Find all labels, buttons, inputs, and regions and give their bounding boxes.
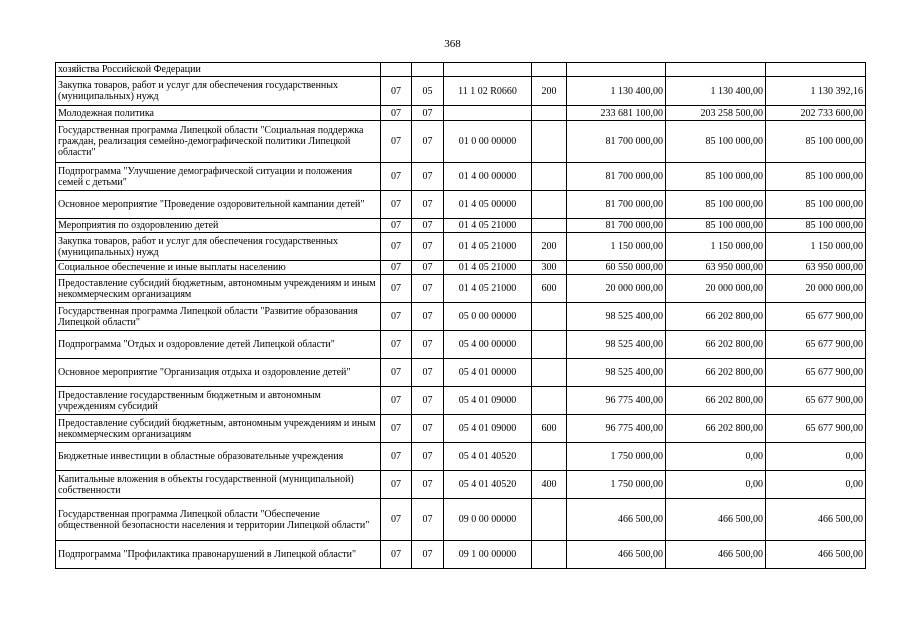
- row-amount-year2: 466 500,00: [666, 499, 766, 541]
- row-amount-year2: 0,00: [666, 471, 766, 499]
- budget-table: [55, 62, 866, 569]
- row-target-code: 05 4 00 00000: [444, 331, 532, 359]
- row-amount-year1: 96 775 400,00: [567, 415, 666, 443]
- row-subsection: 07: [412, 499, 444, 541]
- table-row: [56, 415, 866, 443]
- row-expense-type: [532, 303, 567, 331]
- row-section: 07: [381, 387, 412, 415]
- table-row: [56, 275, 866, 303]
- row-amount-year2: 466 500,00: [666, 541, 766, 569]
- row-subsection: 07: [412, 331, 444, 359]
- table-row: [56, 471, 866, 499]
- row-subsection: 07: [412, 443, 444, 471]
- row-target-code: 05 4 01 09000: [444, 415, 532, 443]
- row-section: 07: [381, 275, 412, 303]
- row-description: Социальное обеспечение и иные выплаты населению: [56, 261, 381, 275]
- row-subsection: 07: [412, 471, 444, 499]
- row-description: Подпрограмма "Улучшение демографической ситуации и положения семей с детьми": [56, 163, 381, 191]
- table-row: [56, 261, 866, 275]
- row-amount-year1: 466 500,00: [567, 499, 666, 541]
- row-description: Капитальные вложения в объекты государственной (муниципальной) собственности: [56, 471, 381, 499]
- page-number: 368: [444, 38, 461, 50]
- row-subsection: 07: [412, 191, 444, 219]
- row-section: 07: [381, 233, 412, 261]
- row-amount-year1: 81 700 000,00: [567, 219, 666, 233]
- table-body: [56, 63, 866, 569]
- row-section: 07: [381, 331, 412, 359]
- table-row: [56, 499, 866, 541]
- row-amount-year2: 66 202 800,00: [666, 303, 766, 331]
- row-section: [381, 63, 412, 77]
- row-expense-type: [532, 106, 567, 121]
- row-amount-year2: 20 000 000,00: [666, 275, 766, 303]
- row-section: 07: [381, 415, 412, 443]
- row-amount-year2: 66 202 800,00: [666, 415, 766, 443]
- row-expense-type: [532, 191, 567, 219]
- table-row: [56, 541, 866, 569]
- row-expense-type: [532, 219, 567, 233]
- row-amount-year1: 60 550 000,00: [567, 261, 666, 275]
- table-row: [56, 233, 866, 261]
- row-amount-year3: [766, 63, 866, 77]
- row-amount-year2: 85 100 000,00: [666, 219, 766, 233]
- row-target-code: 01 4 05 21000: [444, 219, 532, 233]
- row-subsection: 07: [412, 106, 444, 121]
- row-description: Подпрограмма "Отдых и оздоровление детей Липецкой области": [56, 331, 381, 359]
- row-amount-year1: 1 130 400,00: [567, 77, 666, 106]
- row-section: 07: [381, 219, 412, 233]
- row-target-code: 05 4 01 40520: [444, 471, 532, 499]
- row-amount-year3: 65 677 900,00: [766, 387, 866, 415]
- table-row: [56, 63, 866, 77]
- row-target-code: 09 0 00 00000: [444, 499, 532, 541]
- row-amount-year3: 65 677 900,00: [766, 331, 866, 359]
- row-amount-year3: 466 500,00: [766, 499, 866, 541]
- row-subsection: [412, 63, 444, 77]
- row-subsection: 07: [412, 359, 444, 387]
- row-target-code: 09 1 00 00000: [444, 541, 532, 569]
- row-description: хозяйства Российской Федерации: [56, 63, 381, 77]
- row-expense-type: [532, 63, 567, 77]
- table-row: [56, 443, 866, 471]
- row-amount-year3: 202 733 600,00: [766, 106, 866, 121]
- row-target-code: [444, 106, 532, 121]
- row-amount-year2: 1 150 000,00: [666, 233, 766, 261]
- row-section: 07: [381, 77, 412, 106]
- row-target-code: 01 4 05 00000: [444, 191, 532, 219]
- row-expense-type: [532, 443, 567, 471]
- table-row: [56, 77, 866, 106]
- row-subsection: 07: [412, 163, 444, 191]
- row-description: Бюджетные инвестиции в областные образовательные учреждения: [56, 443, 381, 471]
- row-section: 07: [381, 303, 412, 331]
- row-amount-year2: 85 100 000,00: [666, 163, 766, 191]
- row-target-code: 01 4 05 21000: [444, 275, 532, 303]
- table-row: [56, 303, 866, 331]
- row-amount-year2: 1 130 400,00: [666, 77, 766, 106]
- row-section: 07: [381, 499, 412, 541]
- row-amount-year3: 85 100 000,00: [766, 219, 866, 233]
- row-description: Основное мероприятие "Проведение оздоровительной кампании детей": [56, 191, 381, 219]
- table-row: [56, 106, 866, 121]
- row-description: Государственная программа Липецкой области "Обеспечение общественной безопасности населения и территории Липецкой области": [56, 499, 381, 541]
- row-section: 07: [381, 106, 412, 121]
- row-section: 07: [381, 261, 412, 275]
- row-amount-year2: 66 202 800,00: [666, 387, 766, 415]
- row-subsection: 07: [412, 261, 444, 275]
- row-amount-year1: 233 681 100,00: [567, 106, 666, 121]
- row-expense-type: 200: [532, 233, 567, 261]
- row-amount-year1: 1 150 000,00: [567, 233, 666, 261]
- row-amount-year3: 466 500,00: [766, 541, 866, 569]
- row-description: Предоставление субсидий бюджетным, автономным учреждениям и иным некоммерческим организациям: [56, 415, 381, 443]
- row-expense-type: 200: [532, 77, 567, 106]
- row-amount-year2: 63 950 000,00: [666, 261, 766, 275]
- row-expense-type: [532, 359, 567, 387]
- table-row: [56, 191, 866, 219]
- row-target-code: [444, 63, 532, 77]
- row-amount-year3: 0,00: [766, 471, 866, 499]
- row-amount-year1: 1 750 000,00: [567, 471, 666, 499]
- row-section: 07: [381, 163, 412, 191]
- table-row: [56, 121, 866, 163]
- row-amount-year2: 0,00: [666, 443, 766, 471]
- row-expense-type: 400: [532, 471, 567, 499]
- table-row: [56, 387, 866, 415]
- row-expense-type: [532, 121, 567, 163]
- row-amount-year3: 20 000 000,00: [766, 275, 866, 303]
- row-target-code: 11 1 02 R0660: [444, 77, 532, 106]
- row-subsection: 07: [412, 303, 444, 331]
- row-amount-year1: 98 525 400,00: [567, 359, 666, 387]
- row-subsection: 07: [412, 541, 444, 569]
- row-amount-year2: 66 202 800,00: [666, 359, 766, 387]
- row-amount-year2: 85 100 000,00: [666, 191, 766, 219]
- row-amount-year1: 1 750 000,00: [567, 443, 666, 471]
- row-amount-year1: 81 700 000,00: [567, 191, 666, 219]
- row-section: 07: [381, 359, 412, 387]
- row-expense-type: [532, 541, 567, 569]
- table-row: [56, 163, 866, 191]
- row-expense-type: 300: [532, 261, 567, 275]
- row-section: 07: [381, 121, 412, 163]
- row-description: Государственная программа Липецкой области "Развитие образования Липецкой области": [56, 303, 381, 331]
- row-section: 07: [381, 191, 412, 219]
- row-section: 07: [381, 541, 412, 569]
- row-subsection: 07: [412, 415, 444, 443]
- row-amount-year1: 81 700 000,00: [567, 163, 666, 191]
- row-description: Молодежная политика: [56, 106, 381, 121]
- row-amount-year3: 65 677 900,00: [766, 415, 866, 443]
- row-description: Государственная программа Липецкой области "Социальная поддержка граждан, реализация семейно-демографической политики Липецкой области": [56, 121, 381, 163]
- row-target-code: 05 4 01 00000: [444, 359, 532, 387]
- row-description: Предоставление субсидий бюджетным, автономным учреждениям и иным некоммерческим организациям: [56, 275, 381, 303]
- row-amount-year3: 85 100 000,00: [766, 163, 866, 191]
- row-amount-year3: 65 677 900,00: [766, 303, 866, 331]
- row-amount-year3: 85 100 000,00: [766, 191, 866, 219]
- row-amount-year2: [666, 63, 766, 77]
- row-target-code: 01 4 05 21000: [444, 261, 532, 275]
- table-row: [56, 331, 866, 359]
- row-section: 07: [381, 443, 412, 471]
- row-expense-type: [532, 331, 567, 359]
- row-target-code: 05 4 01 40520: [444, 443, 532, 471]
- row-description: Закупка товаров, работ и услуг для обеспечения государственных (муниципальных) нужд: [56, 77, 381, 106]
- row-amount-year3: 65 677 900,00: [766, 359, 866, 387]
- row-amount-year1: 98 525 400,00: [567, 331, 666, 359]
- row-amount-year2: 203 258 500,00: [666, 106, 766, 121]
- row-description: Основное мероприятие "Организация отдыха и оздоровление детей": [56, 359, 381, 387]
- row-description: Предоставление государственным бюджетным и автономным учреждениям субсидий: [56, 387, 381, 415]
- row-amount-year3: 1 150 000,00: [766, 233, 866, 261]
- row-target-code: 01 4 05 21000: [444, 233, 532, 261]
- row-expense-type: [532, 387, 567, 415]
- row-amount-year1: 96 775 400,00: [567, 387, 666, 415]
- row-amount-year2: 66 202 800,00: [666, 331, 766, 359]
- row-subsection: 07: [412, 121, 444, 163]
- row-target-code: 05 0 00 00000: [444, 303, 532, 331]
- row-description: Мероприятия по оздоровлению детей: [56, 219, 381, 233]
- row-expense-type: 600: [532, 275, 567, 303]
- row-amount-year3: 85 100 000,00: [766, 121, 866, 163]
- row-subsection: 05: [412, 77, 444, 106]
- row-expense-type: [532, 499, 567, 541]
- row-description: Закупка товаров, работ и услуг для обеспечения государственных (муниципальных) нужд: [56, 233, 381, 261]
- row-amount-year1: 81 700 000,00: [567, 121, 666, 163]
- row-target-code: 05 4 01 09000: [444, 387, 532, 415]
- row-amount-year2: 85 100 000,00: [666, 121, 766, 163]
- row-section: 07: [381, 471, 412, 499]
- row-amount-year3: 0,00: [766, 443, 866, 471]
- row-target-code: 01 4 00 00000: [444, 163, 532, 191]
- row-amount-year3: 63 950 000,00: [766, 261, 866, 275]
- row-subsection: 07: [412, 233, 444, 261]
- table-row: [56, 219, 866, 233]
- row-expense-type: 600: [532, 415, 567, 443]
- row-amount-year1: 466 500,00: [567, 541, 666, 569]
- row-description: Подпрограмма "Профилактика правонарушений в Липецкой области": [56, 541, 381, 569]
- row-target-code: 01 0 00 00000: [444, 121, 532, 163]
- row-amount-year3: 1 130 392,16: [766, 77, 866, 106]
- table-row: [56, 359, 866, 387]
- row-amount-year1: 98 525 400,00: [567, 303, 666, 331]
- row-expense-type: [532, 163, 567, 191]
- row-amount-year1: [567, 63, 666, 77]
- row-amount-year1: 20 000 000,00: [567, 275, 666, 303]
- row-subsection: 07: [412, 219, 444, 233]
- row-subsection: 07: [412, 275, 444, 303]
- row-subsection: 07: [412, 387, 444, 415]
